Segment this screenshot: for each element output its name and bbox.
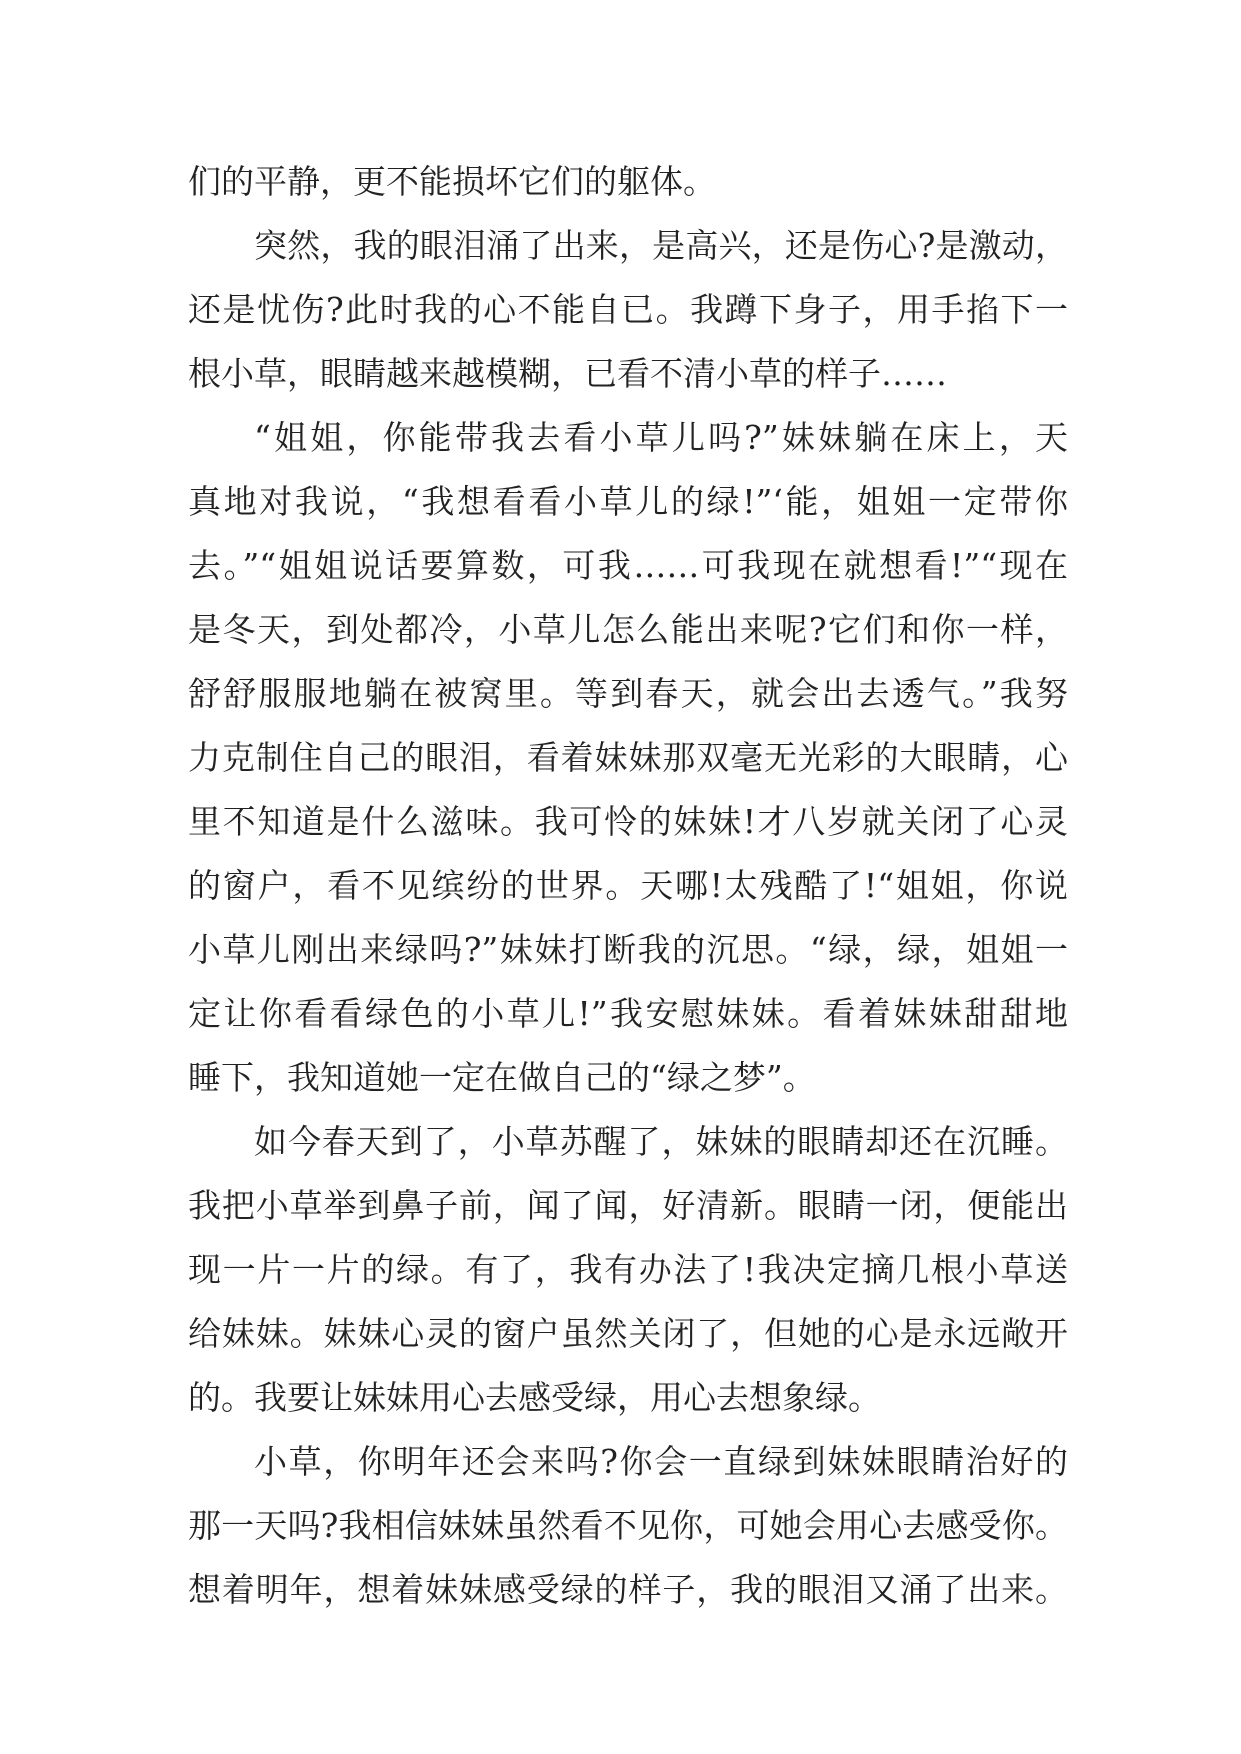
text-line: 小草儿刚出来绿吗?”妹妹打断我的沉思。“绿，绿，姐姐一 [188,930,1068,969]
text-line: 舒舒服服地躺在被窝里。等到春天，就会出去透气。”我努 [188,674,1068,713]
text-line: “姐姐，你能带我去看小草儿吗?”妹妹躺在床上，天 [254,418,1068,457]
text-line: 是冬天，到处都冷，小草儿怎么能出来呢?它们和你一样， [188,610,1068,649]
text-line: 想着明年，想着妹妹感受绿的样子，我的眼泪又涌了出来。 [188,1570,1068,1609]
text-line: 那一天吗?我相信妹妹虽然看不见你，可她会用心去感受你。 [188,1506,1068,1545]
text-line: 还是忧伤?此时我的心不能自已。我蹲下身子，用手掐下一 [188,290,1068,329]
body-text [188,150,1068,1622]
text-line: 给妹妹。妹妹心灵的窗户虽然关闭了，但她的心是永远敞开 [188,1314,1068,1353]
text-line: 们的平静，更不能损坏它们的躯体。 [188,162,716,201]
text-line: 里不知道是什么滋味。我可怜的妹妹!才八岁就关闭了心灵 [188,802,1068,841]
text-line: 定让你看看绿色的小草儿!”我安慰妹妹。看着妹妹甜甜地 [188,994,1068,1033]
text-line: 的。我要让妹妹用心去感受绿，用心去想象绿。 [188,1378,881,1417]
text-line: 力克制住自己的眼泪，看着妹妹那双毫无光彩的大眼睛，心 [188,738,1068,777]
text-line: 现一片一片的绿。有了，我有办法了!我决定摘几根小草送 [188,1250,1068,1289]
text-line: 突然，我的眼泪涌了出来，是高兴，还是伤心?是激动， [254,226,1068,265]
text-line: 睡下，我知道她一定在做自己的“绿之梦”。 [188,1058,816,1097]
text-line: 真地对我说，“我想看看小草儿的绿!”‘能，姐姐一定带你 [188,482,1068,521]
text-line: 小草，你明年还会来吗?你会一直绿到妹妹眼睛治好的 [254,1442,1068,1481]
text-line: 我把小草举到鼻子前，闻了闻，好清新。眼睛一闭，便能出 [188,1186,1068,1225]
text-line: 根小草，眼睛越来越模糊，已看不清小草的样子…… [188,354,947,393]
text-line: 的窗户，看不见缤纷的世界。天哪!太残酷了!“姐姐，你说 [188,866,1068,905]
text-line: 去。”“姐姐说话要算数，可我……可我现在就想看!”“现在 [188,546,1068,585]
text-line: 如今春天到了，小草苏醒了，妹妹的眼睛却还在沉睡。 [254,1122,1068,1161]
